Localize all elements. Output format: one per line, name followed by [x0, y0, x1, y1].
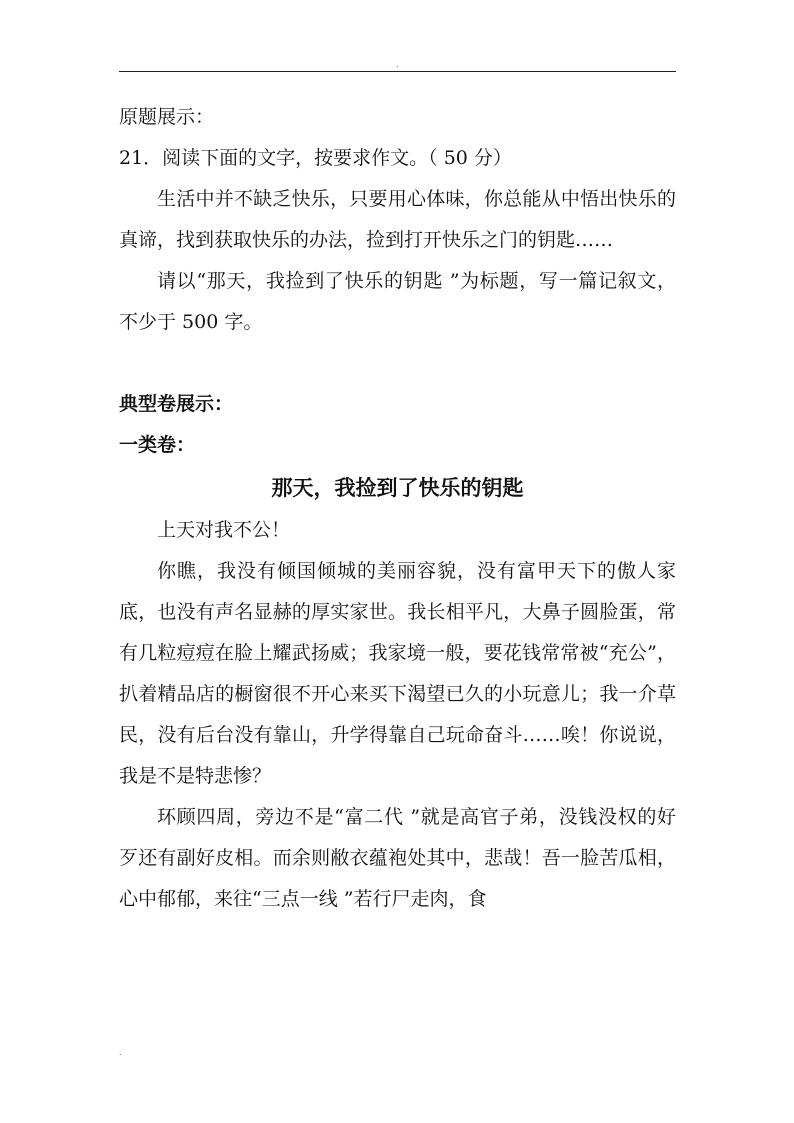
- samples-heading: 典型卷展示：: [119, 393, 234, 415]
- sample-category: 一类卷：: [119, 434, 196, 456]
- footer-mark: .: [119, 1048, 122, 1057]
- essay-paragraph: 环顾四周，旁边不是“富二代 ”就是高官子弟，没钱没权的好歹还有副好皮相。而余则敝衣蕴袍处其中，悲哉！吾一脸苦瓜相，心中郁郁，来往“三点一线 ”若行尸走肉，食: [119, 806, 676, 910]
- essay-paragraph: 上天对我不公！: [157, 519, 291, 541]
- section-gap: [119, 343, 676, 384]
- prompt-material: 生活中并不缺乏快乐，只要用心体味，你总能从中悟出快乐的真谛，找到获取快乐的办法，捡到打开快乐之门的钥匙……: [119, 188, 676, 251]
- essay-paragraph: 你瞧，我没有倾国倾城的美丽容貌，没有富甲天下的傲人家底，也没有声名显赫的厚实家世。我长相平凡，大鼻子圆脸蛋，常有几粒痘痘在脸上耀武扬威；我家境一般，要花钱常常被“充公”，扒着精品店的橱窗很不开心来买下渴望已久的小玩意儿；我一介草民，没有后台没有靠山，升学得靠自己玩命奋斗……唉！你说说，我是不是特悲惨？: [119, 560, 676, 787]
- header-rule: [119, 71, 676, 72]
- header-mark: .: [396, 60, 399, 69]
- question-text: 21．阅读下面的文字，按要求作文。（ 50 分）: [119, 147, 512, 169]
- essay-title: 那天，我捡到了快乐的钥匙: [271, 475, 524, 500]
- prompt-heading: 原题展示：: [119, 106, 215, 128]
- document-body: [119, 97, 676, 920]
- prompt-requirement: 请以“那天，我捡到了快乐的钥匙 ”为标题，写一篇记叙文，不少于 500 字。: [119, 270, 676, 333]
